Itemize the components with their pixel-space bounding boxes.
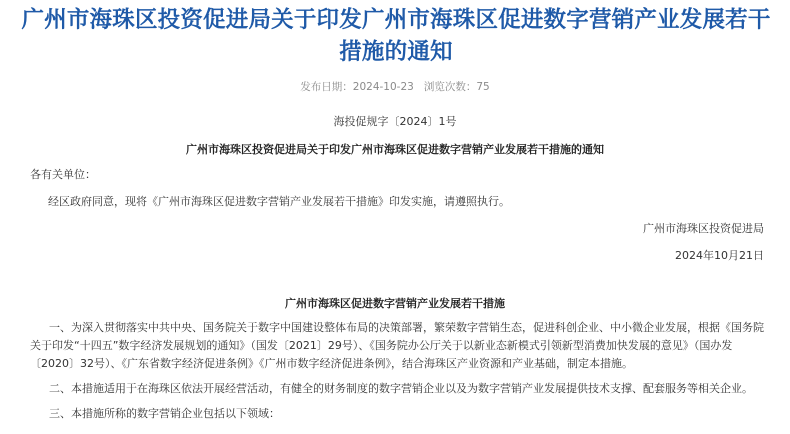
publish-date-label: 发布日期： <box>300 81 353 93</box>
page-title: 广州市海珠区投资促进局关于印发广州市海珠区促进数字营销产业发展若干措施的通知 <box>21 7 771 65</box>
document-title: 广州市海珠区投资促进局关于印发广州市海珠区促进数字营销产业发展若干措施的通知 <box>186 143 604 156</box>
measure-paragraph-2: 二、本措施适用于在海珠区依法开展经营活动，有健全的财务制度的数字营销企业以及为数字营销产业发展提供技术支撑、配套服务等相关企业。 <box>49 382 753 395</box>
issuer-signature: 广州市海珠区投资促进局 <box>643 222 764 235</box>
view-count: 75 <box>476 81 490 93</box>
document-number: 海投促规字〔2024〕1号 <box>333 115 457 128</box>
measure-paragraph-3: 三、本措施所称的数字营销企业包括以下领域： <box>49 407 280 420</box>
measure-paragraph-1: 一、为深入贯彻落实中共中央、国务院关于数字中国建设整体布局的决策部署，繁荣数字营销生态，促进科创企业、中小微企业发展，根据《国务院关于印发“十四五”数字经济发展规划的通知》（国发〔2021〕29号）、《国务院办公厅关于以新业态新模式引领新型消费加快发展的意见》（国办发〔2020〕32号）、《广东省数字经济促进条例》《广州市数字经济促进条例》，结合海珠区产业资源和产业基础，制定本措施。 <box>30 321 764 370</box>
measures-title: 广州市海珠区促进数字营销产业发展若干措施 <box>285 297 505 310</box>
views-label: 浏览次数： <box>423 81 477 93</box>
notice-body: 经区政府同意，现将《广州市海珠区促进数字营销产业发展若干措施》印发实施，请遵照执行。 <box>48 195 510 208</box>
issue-date: 2024年10月21日 <box>675 249 764 262</box>
article-meta <box>0 79 790 95</box>
salutation: 各有关单位： <box>30 168 96 181</box>
publish-date: 2024-10-23 <box>352 81 414 93</box>
measures-body <box>30 319 772 423</box>
